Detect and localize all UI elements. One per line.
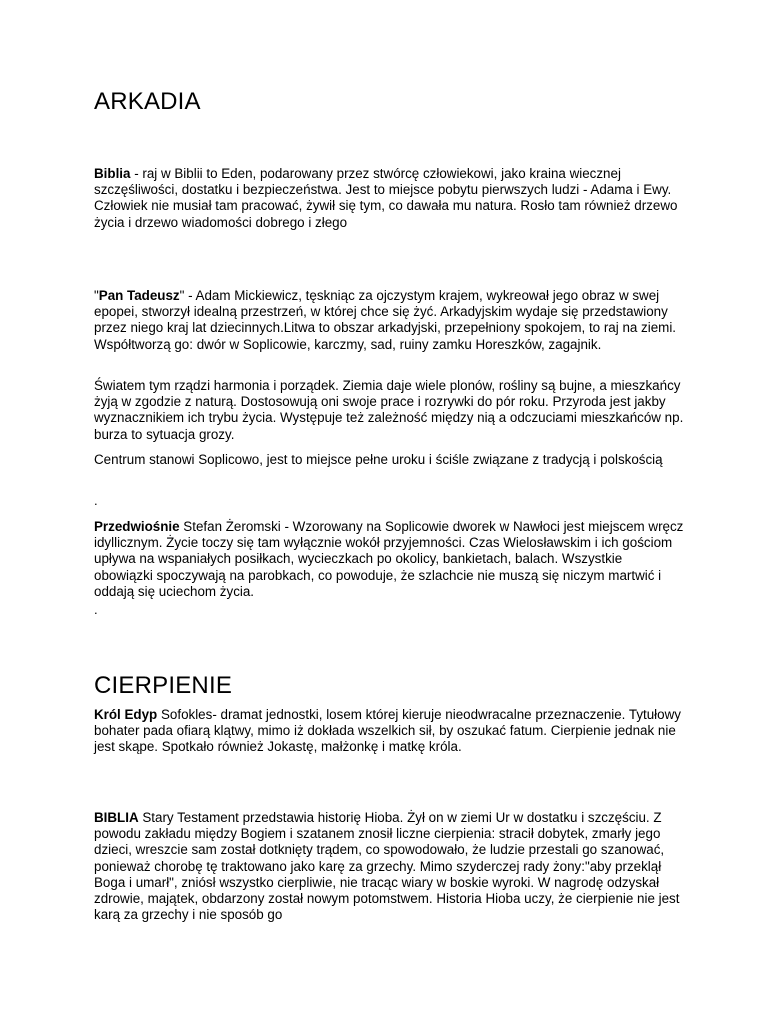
text-pan-tadeusz: " - Adam Mickiewicz, tęskniąc za ojczystym krajem, wykreował jego obraz w swej epopei, stworzył idealną przestrzeń, w której chce się żyć. Arkadyjskim wydaje się przedstawiony przez niego kraj lat dziecinnych.Litwa to obszar arkadyjski, przepełniony spokojem, to raj na ziemi. Współtworzą go: dwór w Soplicowie, karczmy, sad, ruiny zamku Horeszków, zagajnik. <box>94 288 677 352</box>
text-biblia-arkadia: - raj w Biblii to Eden, podarowany przez stwórcę człowiekowi, jako kraina wiecznej szczęśliwości, dostatku i bezpieczeństwa. Jest to miejsce pobytu pierwszych ludzi - Adama i Ewy. Człowiek nie musiał tam pracować, żywił się tym, co dawała mu natura. Rosło tam również drzewo życia i drzewo wiadomości dobrego i złego <box>94 166 678 230</box>
paragraph-krol-edyp <box>94 707 684 756</box>
paragraph-przedwiosnie <box>94 519 684 600</box>
paragraph-biblia-arkadia <box>94 166 684 231</box>
text-biblia-cierpienie: Stary Testament przedstawia historię Hioba. Żył on w ziemi Ur w dostatku i szczęściu. Z powodu zakładu między Bogiem i szatanem znosił liczne cierpienia: stracił dobytek, zmarły jego dzieci, wreszcie sam został dotknięty trądem, co spowodowało, że ludzie przestali go szanować, ponieważ chorobę tę traktowano jako karę za grzechy. Mimo szyderczej rady żony:"aby przeklął Boga i umarł", zniósł wszystko cierpliwie, nie tracąc wiary w boskie wyroki. W nagrodę odzyskał zdrowie, majątek, obdarzony został nowym potomstwem. Historia Hioba uczy, że cierpienie nie jest karą za grzechy i nie sposób go <box>94 810 680 923</box>
heading-arkadia: ARKADIA <box>94 88 201 115</box>
separator-dot-2: . <box>94 602 98 617</box>
paragraph-pan-tadeusz <box>94 288 684 353</box>
heading-cierpienie: CIERPIENIE <box>94 672 233 699</box>
term-biblia: Biblia <box>94 166 131 181</box>
text-krol-edyp: Sofokles- dramat jednostki, losem której kieruje nieodwracalne przeznaczenie. Tytułowy bohater pada ofiarą klątwy, mimo iż dokłada wszelkich sił, by oszukać fatum. Cierpienie jednak nie jest skąpe. Spotkało również Jokastę, małżonkę i matkę króla. <box>94 707 681 755</box>
separator-dot-1: . <box>94 493 98 508</box>
paragraph-centrum: Centrum stanowi Soplicowo, jest to miejsce pełne uroku i ściśle związane z tradycją i polskością <box>94 452 663 467</box>
paragraph-biblia-cierpienie <box>94 810 684 923</box>
term-przedwiosnie: Przedwiośnie <box>94 519 180 534</box>
text-przedwiosnie: Stefan Żeromski - Wzorowany na Soplicowie dworek w Nawłoci jest miejscem wręcz idyllicznym. Życie toczy się tam wyłącznie wokół przyjemności. Czas Wielosławskim i ich gościom upływa na wspaniałych posiłkach, wycieczkach po okolicy, bankietach, balach. Wszystkie obowiązki spoczywają na parobkach, co powoduje, że szlachcie nie muszą się niczym martwić i oddają się uciechom życia. <box>94 519 684 599</box>
quote-open: " <box>94 288 99 303</box>
term-biblia-caps: BIBLIA <box>94 810 139 825</box>
term-pan-tadeusz: Pan Tadeusz <box>98 288 180 303</box>
term-krol-edyp: Król Edyp <box>94 707 158 722</box>
paragraph-swiatem: Światem tym rządzi harmonia i porządek. Ziemia daje wiele plonów, rośliny są bujne, a mieszkańcy żyją w zgodzie z naturą. Dostosowują oni swoje prace i rozrywki do pór roku. Przyroda jest jakby wyznacznikiem ich trybu życia. Występuje też zależność między nią a odczuciami mieszkańców np. burza to sytuacja grozy. <box>94 378 684 442</box>
